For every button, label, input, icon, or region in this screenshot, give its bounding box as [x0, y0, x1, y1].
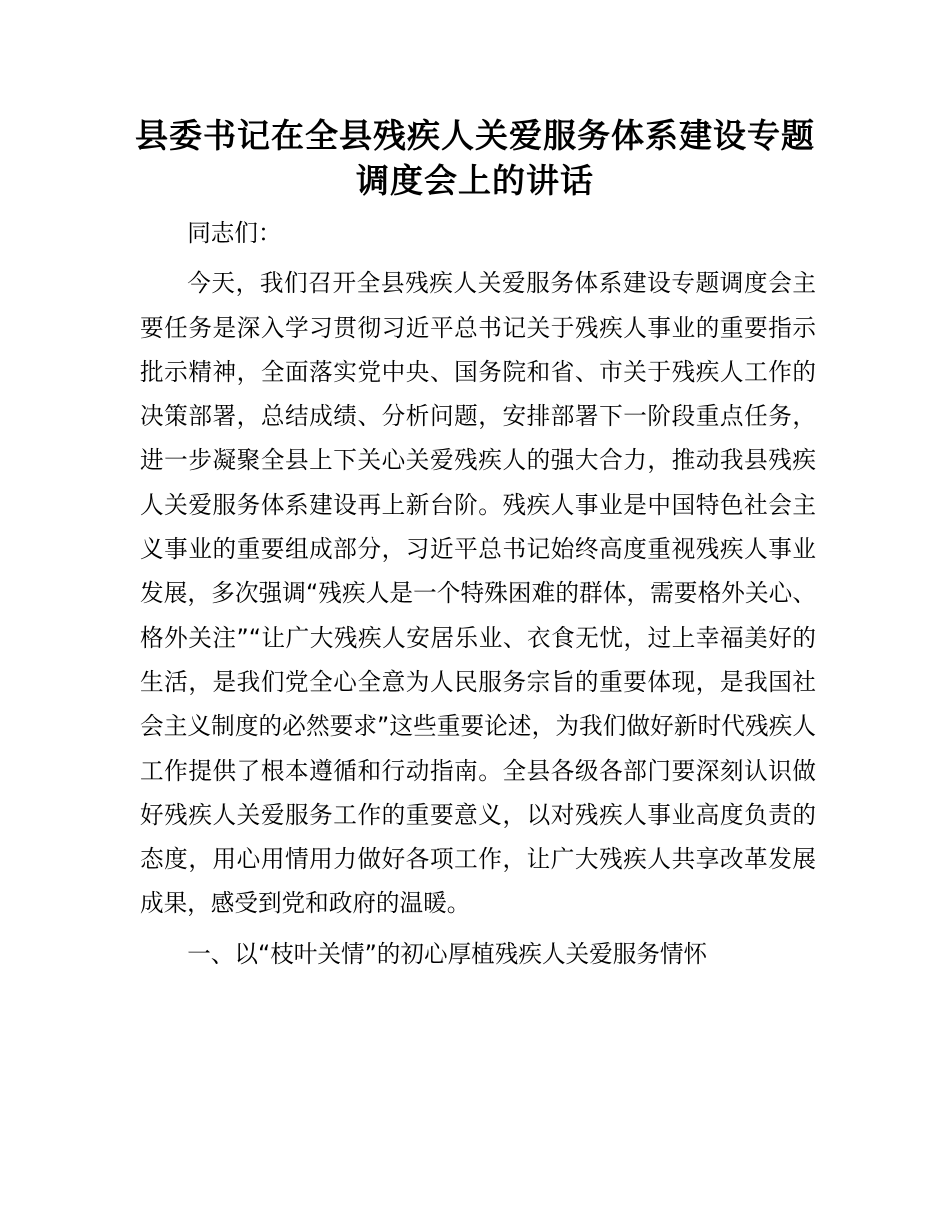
document-title-line-2: 调度会上的讲话 [356, 161, 594, 200]
document-body [140, 211, 816, 976]
paragraph-1: 今天，我们召开全县残疾人关爱服务体系建设专题调度会主要任务是深入学习贯彻习近平总书记关于残疾人事业的重要指示批示精神，全面落实党中央、国务院和省、市关于残疾人工作的决策部署，总结成绩、分析问题，安排部署下一阶段重点任务，进一步凝聚全县上下关心关爱残疾人的强大合力，推动我县残疾人关爱服务体系建设再上新台阶。残疾人事业是中国特色社会主义事业的重要组成部分，习近平总书记始终高度重视残疾人事业发展，多次强调“残疾人是一个特殊困难的群体，需要格外关心、格外关注”“让广大残疾人安居乐业、衣食无忧，过上幸福美好的生活，是我们党全心全意为人民服务宗旨的重要体现，是我国社会主义制度的必然要求”这些重要论述，为我们做好新时代残疾人工作提供了根本遵循和行动指南。全县各级各部门要深刻认识做好残疾人关爱服务工作的重要意义，以对残疾人事业高度负责的态度，用心用情用力做好各项工作，让广大残疾人共享改革发展成果，感受到党和政府的温暖。 [140, 269, 816, 918]
section-heading-1: 一、以“枝叶关情”的初心厚植残疾人关爱服务情怀 [187, 939, 708, 968]
greeting: 同志们： [187, 219, 282, 247]
document-title-line-1: 县委书记在全县残疾人关爱服务体系建设专题 [135, 116, 815, 155]
